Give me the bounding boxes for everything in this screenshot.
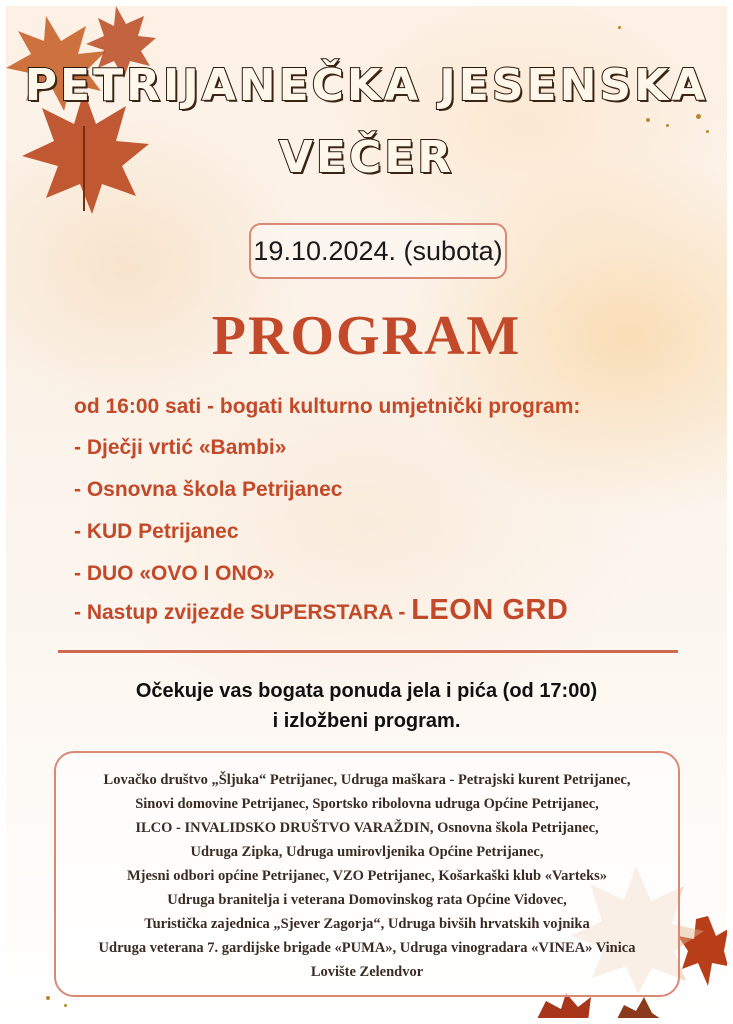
poster	[6, 6, 727, 1018]
association-line: Udruga Zipka, Udruga umirovljenika Općine Petrijanec,	[190, 844, 544, 860]
association-line: Turistička zajednica „Sjever Zagorja“, Udruga bivših hrvatskih vojnika	[144, 916, 590, 932]
program-star-performer	[74, 594, 568, 627]
program-intro: od 16:00 sati - bogati kulturno umjetnički program:	[74, 395, 581, 418]
program-item: - KUD Petrijanec	[74, 520, 239, 543]
food-offer-line-1: Očekuje vas bogata ponuda jela i pića (od 17:00)	[135, 680, 598, 702]
association-line: Lovačko društvo „Šljuka“ Petrijanec, Udruga maškara - Petrajski kurent Petrijanec,	[103, 772, 631, 788]
association-line: Udruga branitelja i veterana Domovinskog rata Općine Vidovec,	[167, 892, 567, 908]
event-title-line-1: PETRIJANEČKA JESENSKA	[24, 60, 709, 111]
section-divider	[58, 650, 678, 653]
association-line: ILCO - INVALIDSKO DRUŠTVO VARAŽDIN, Osnovna škola Petrijanec,	[135, 820, 599, 836]
event-date-badge	[249, 223, 507, 279]
star-name: LEON GRD	[411, 594, 569, 626]
association-line: Sinovi domovine Petrijanec, Sportsko ribolovna udruga Općine Petrijanec,	[135, 796, 599, 812]
program-heading: PROGRAM	[211, 305, 522, 367]
star-prefix: - Nastup zvijezde SUPERSTARA -	[74, 601, 412, 624]
event-date: 19.10.2024. (subota)	[253, 235, 503, 266]
event-title-line-2: VEČER	[278, 132, 455, 183]
association-line: Udruga veterana 7. gardijske brigade «PUMA», Udruga vinogradara «VINEA» Vinica	[98, 940, 636, 956]
program-item: - DUO «OVO I ONO»	[74, 562, 275, 585]
program-item: - Dječji vrtić «Bambi»	[74, 436, 287, 459]
food-offer-line-2: i izložbeni program.	[272, 710, 461, 732]
program-item: - Osnovna škola Petrijanec	[74, 478, 343, 501]
association-line: Lovište Zelendvor	[310, 964, 424, 980]
association-line: Mjesni odbori općine Petrijanec, VZO Petrijanec, Košarkaški klub «Varteks»	[126, 868, 608, 884]
